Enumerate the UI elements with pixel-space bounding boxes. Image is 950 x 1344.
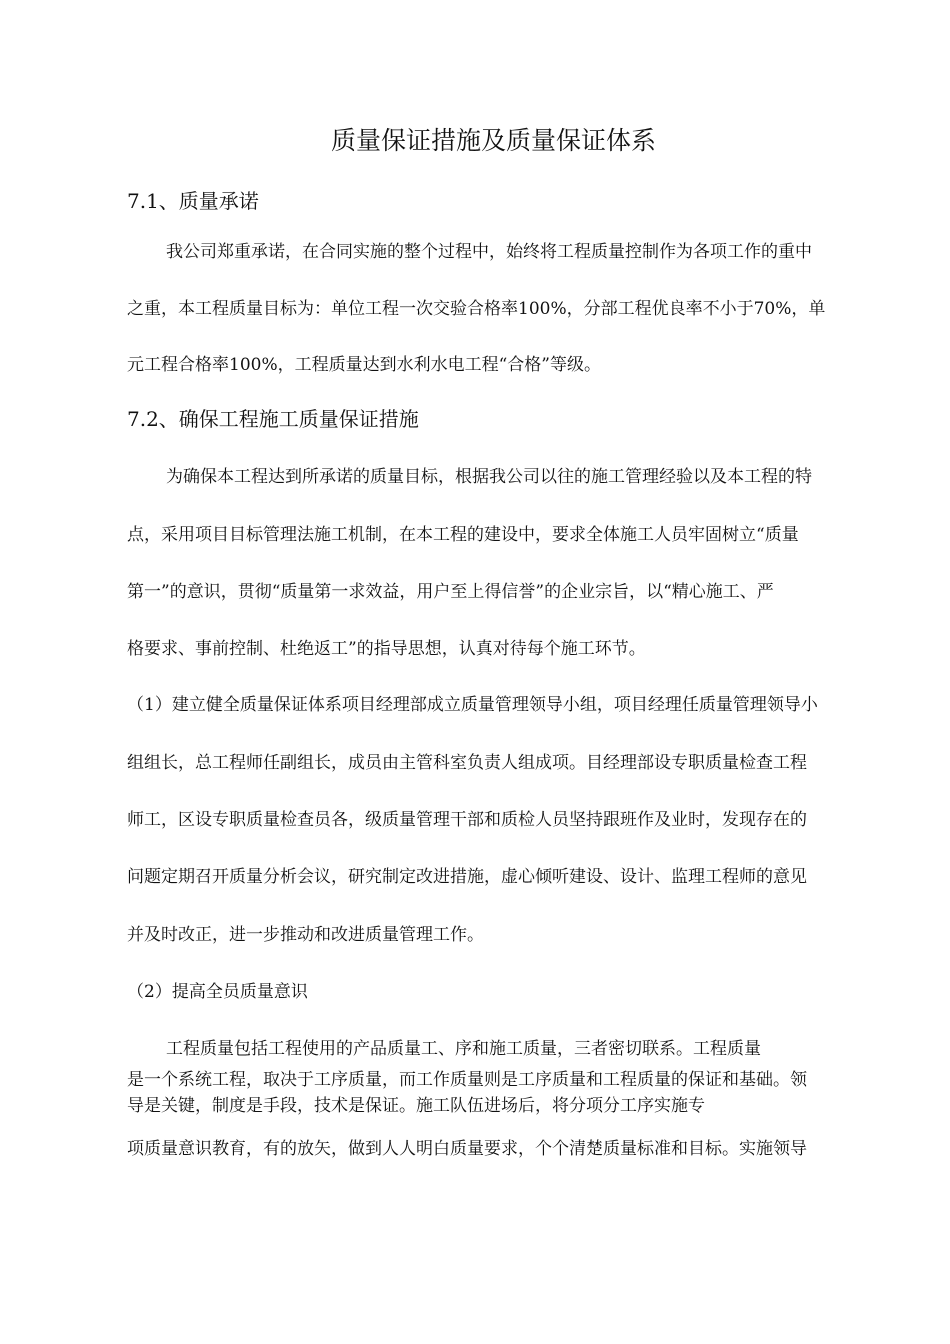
paragraph-line: 第一”的意识，贯彻“质量第一求效益，用户至上得信誉”的企业宗旨，以“精心施工、严 bbox=[127, 582, 774, 602]
paragraph-line: 是一个系统工程，取决于工序质量，而工作质量则是工序质量和工程质量的保证和基础。领 bbox=[127, 1070, 807, 1090]
paragraph-line: 点，采用项目目标管理法施工机制，在本工程的建设中，要求全体施工人员牢固树立“质量 bbox=[127, 525, 799, 545]
paragraph-line: 我公司郑重承诺，在合同实施的整个过程中，始终将工程质量控制作为各项工作的重中 bbox=[166, 242, 812, 262]
list-item-line: 问题定期召开质量分析会议，研究制定改进措施，虚心倾听建设、设计、监理工程师的意见 bbox=[127, 867, 807, 887]
paragraph-line: 格要求、事前控制、杜绝返工”的指导思想，认真对待每个施工环节。 bbox=[127, 639, 646, 659]
paragraph-line: 之重，本工程质量目标为：单位工程一次交验合格率100%，分部工程优良率不小于70%，单 bbox=[127, 299, 826, 319]
list-item-line: （1）建立健全质量保证体系项目经理部成立质量管理领导小组，项目经理任质量管理领导小 bbox=[127, 695, 818, 715]
paragraph-line: 工程质量包括工程使用的产品质量工、序和施工质量，三者密切联系。工程质量 bbox=[166, 1039, 761, 1059]
paragraph-line: 项质量意识教育，有的放矢，做到人人明白质量要求，个个清楚质量标准和目标。实施领导 bbox=[127, 1139, 807, 1159]
document-title: 质量保证措施及质量保证体系 bbox=[331, 126, 657, 155]
list-item-line: 组组长，总工程师任副组长，成员由主管科室负责人组成项。目经理部设专职质量检查工程 bbox=[127, 753, 807, 773]
list-item-line: 师工，区设专职质量检查员各，级质量管理干部和质检人员坚持跟班作及业时，发现存在的 bbox=[127, 810, 807, 830]
paragraph-line: 导是关键，制度是手段，技术是保证。施工队伍进场后，将分项分工序实施专 bbox=[127, 1096, 705, 1116]
paragraph-line: 元工程合格率100%，工程质量达到水利水电工程“合格”等级。 bbox=[127, 355, 601, 375]
section-heading-quality-commitment: 7.1、质量承诺 bbox=[127, 189, 259, 213]
list-item-line: 并及时改正，进一步推动和改进质量管理工作。 bbox=[127, 925, 484, 945]
paragraph-line: 为确保本工程达到所承诺的质量目标，根据我公司以往的施工管理经验以及本工程的特 bbox=[166, 467, 812, 487]
list-item-heading: （2）提高全员质量意识 bbox=[127, 982, 308, 1002]
section-heading-quality-measures: 7.2、确保工程施工质量保证措施 bbox=[127, 407, 419, 431]
